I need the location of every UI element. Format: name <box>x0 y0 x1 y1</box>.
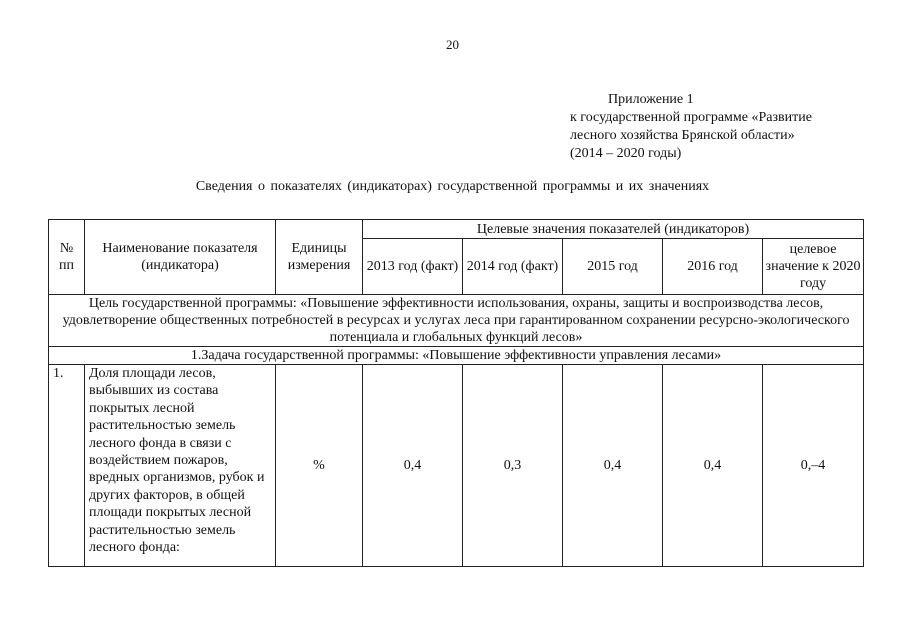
header-name: Наименование показателя (индикатора) <box>85 220 276 295</box>
row-value-2013: 0,4 <box>363 365 463 567</box>
table-header-row <box>49 220 864 239</box>
appendix-line-2: к государственной программе «Развитие <box>570 110 812 125</box>
row-num: 1. <box>49 365 85 567</box>
goal-row <box>49 295 864 347</box>
row-name: Доля площади лесов, выбывших из состава покрытых лесной растительностью земель лесного фонда в связи с воздействием пожаров, вредных организмов, рубок и других факторов, в общей площади покрытых лесной растительностью земель лесного фонда: <box>85 365 276 567</box>
row-value-2016: 0,4 <box>663 365 763 567</box>
appendix-line-4: (2014 – 2020 годы) <box>570 146 682 161</box>
appendix-line-1: Приложение 1 <box>608 92 694 107</box>
header-year-2020: целевое значение к 2020 году <box>763 239 864 295</box>
page-number: 20 <box>446 37 459 52</box>
document-title: Сведения о показателях (индикаторах) государственной программы и их значениях <box>195 179 710 194</box>
header-year-2015: 2015 год <box>563 239 663 295</box>
header-year-2014: 2014 год (факт) <box>463 239 563 295</box>
table-row <box>49 365 864 567</box>
row-value-2015: 0,4 <box>563 365 663 567</box>
row-value-2014: 0,3 <box>463 365 563 567</box>
header-year-2016: 2016 год <box>663 239 763 295</box>
task-text: 1.Задача государственной программы: «Повышение эффективности управления лесами» <box>49 347 864 365</box>
task-row <box>49 347 864 365</box>
row-value-2020: 0,–4 <box>763 365 864 567</box>
header-num: № пп <box>49 220 85 295</box>
indicators-table <box>48 219 864 567</box>
appendix-block <box>570 91 812 163</box>
header-targets: Целевые значения показателей (индикаторов) <box>363 220 864 239</box>
header-unit: Единицы измерения <box>276 220 363 295</box>
row-unit: % <box>276 365 363 567</box>
header-year-2013: 2013 год (факт) <box>363 239 463 295</box>
goal-text: Цель государственной программы: «Повышение эффективности использования, охраны, защиты и воспроизводства лесов, удовлетворение общественных потребностей в ресурсах и услугах леса при гарантированном сохранении ресурсно-экологического потенциала и глобальных функций лесов» <box>49 295 864 347</box>
appendix-line-3: лесного хозяйства Брянской области» <box>570 128 795 143</box>
